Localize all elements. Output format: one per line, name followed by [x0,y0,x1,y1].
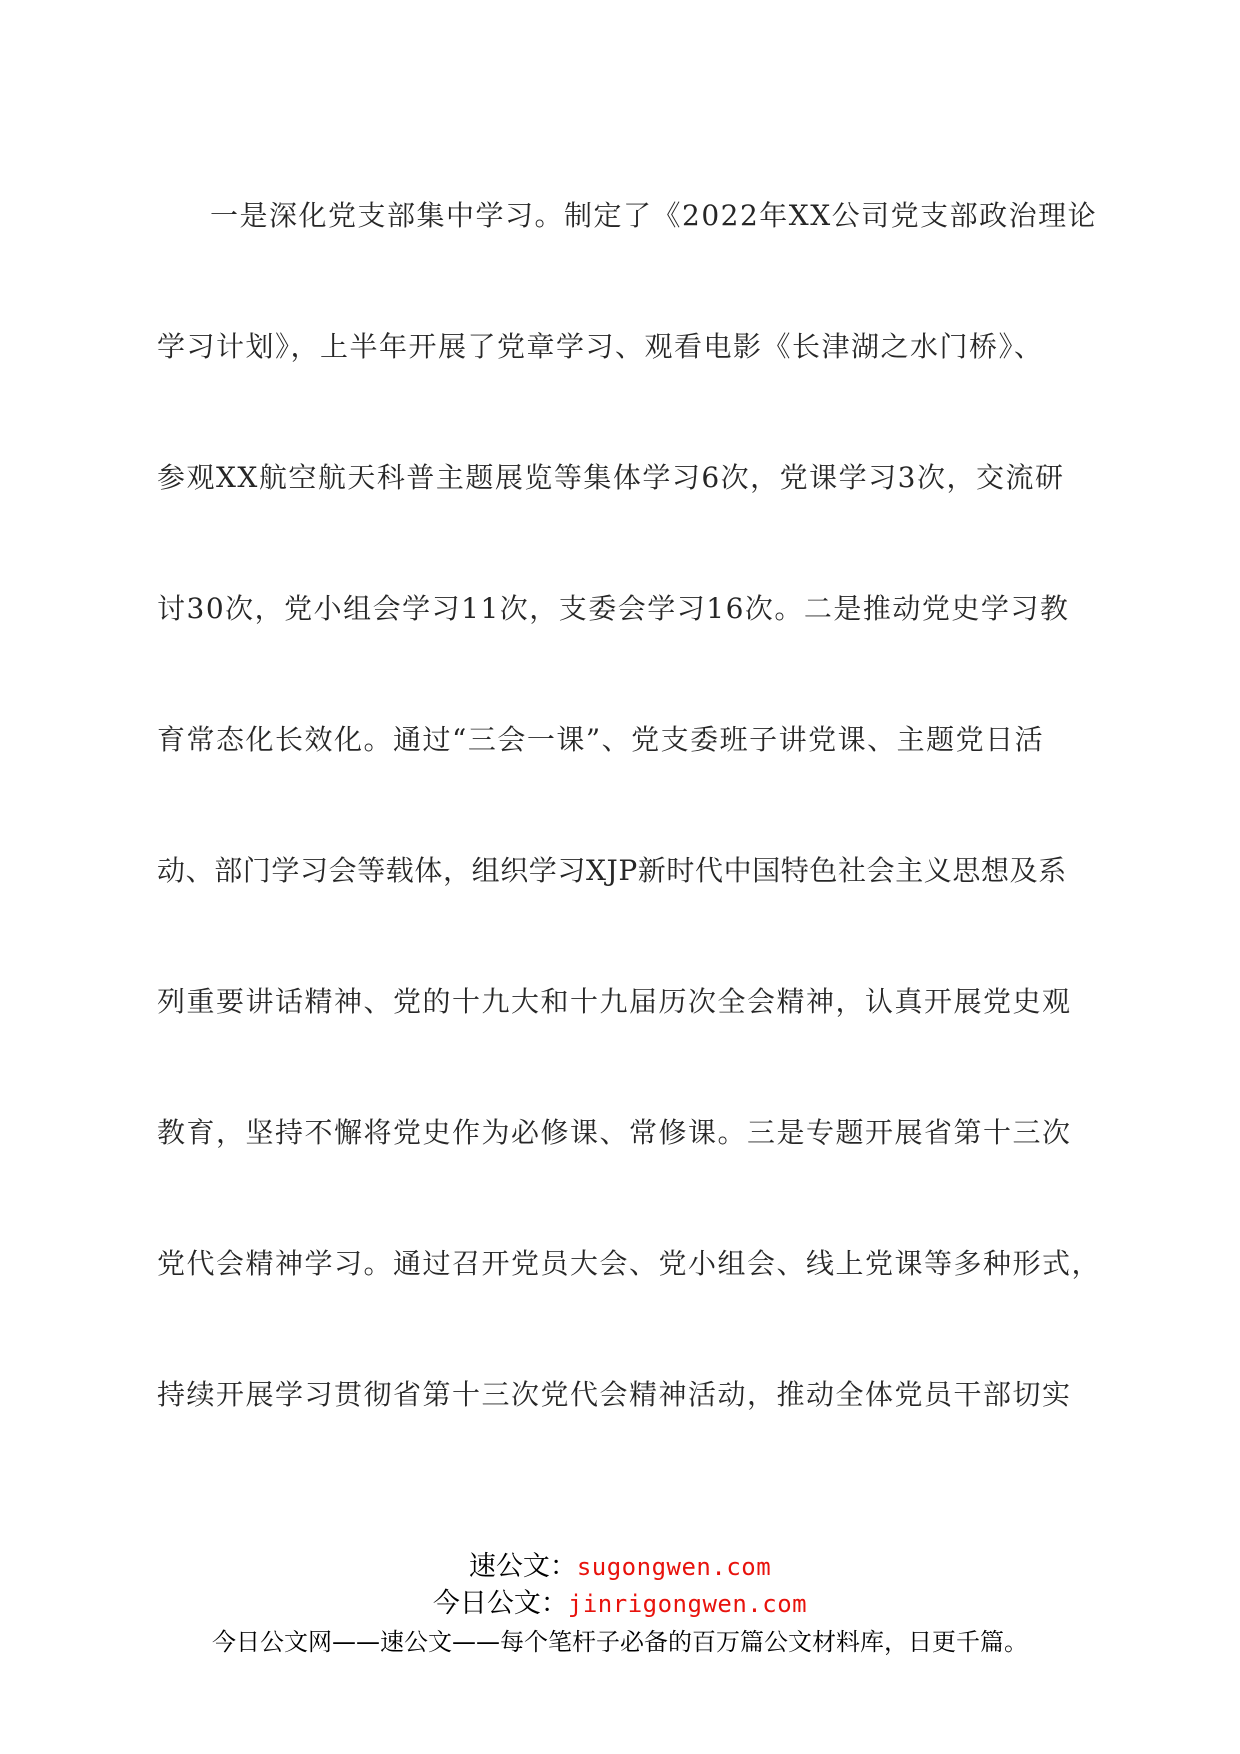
paragraph-line: 育常态化长效化。通过“三会一课”、党支委班子讲党课、主题党日活 [157,723,1045,756]
footer-label: 今日公文： [432,1588,568,1619]
paragraph-line: 参观XX航空航天科普主题展览等集体学习6次，党课学习3次，交流研 [157,461,1065,494]
jinrigongwen-link[interactable]: jinrigongwen.com [567,1590,808,1618]
footer-line-jinrigongwen [0,1587,1240,1621]
paragraph-line: 教育，坚持不懈将党史作为必修课、常修课。三是专题开展省第十三次 [157,1116,1072,1149]
footer-label: 速公文： [468,1551,577,1582]
paragraph-line: 学习计划》，上半年开展了党章学习、观看电影《长津湖之水门桥》、 [157,330,1044,363]
footer-line-sugongwen [0,1550,1240,1584]
sugongwen-link[interactable]: sugongwen.com [576,1553,772,1581]
footer-slogan: 今日公文网——速公文——每个笔杆子必备的百万篇公文材料库，日更千篇。 [212,1628,1028,1656]
paragraph-line: 动、部门学习会等载体，组织学习XJP新时代中国特色社会主义思想及系 [157,854,1067,887]
paragraph-line: 列重要讲话精神、党的十九大和十九届历次全会精神，认真开展党史观 [157,985,1072,1018]
paragraph-line: 党代会精神学习。通过召开党员大会、党小组会、线上党课等多种形式， [157,1247,1102,1280]
paragraph-line: 一是深化党支部集中学习。制定了《2022年XX公司党支部政治理论 [210,199,1098,232]
paragraph-line: 持续开展学习贯彻省第十三次党代会精神活动，推动全体党员干部切实 [157,1378,1072,1411]
paragraph-line: 讨30次，党小组会学习11次，支委会学习16次。二是推动党史学习教 [157,592,1070,625]
